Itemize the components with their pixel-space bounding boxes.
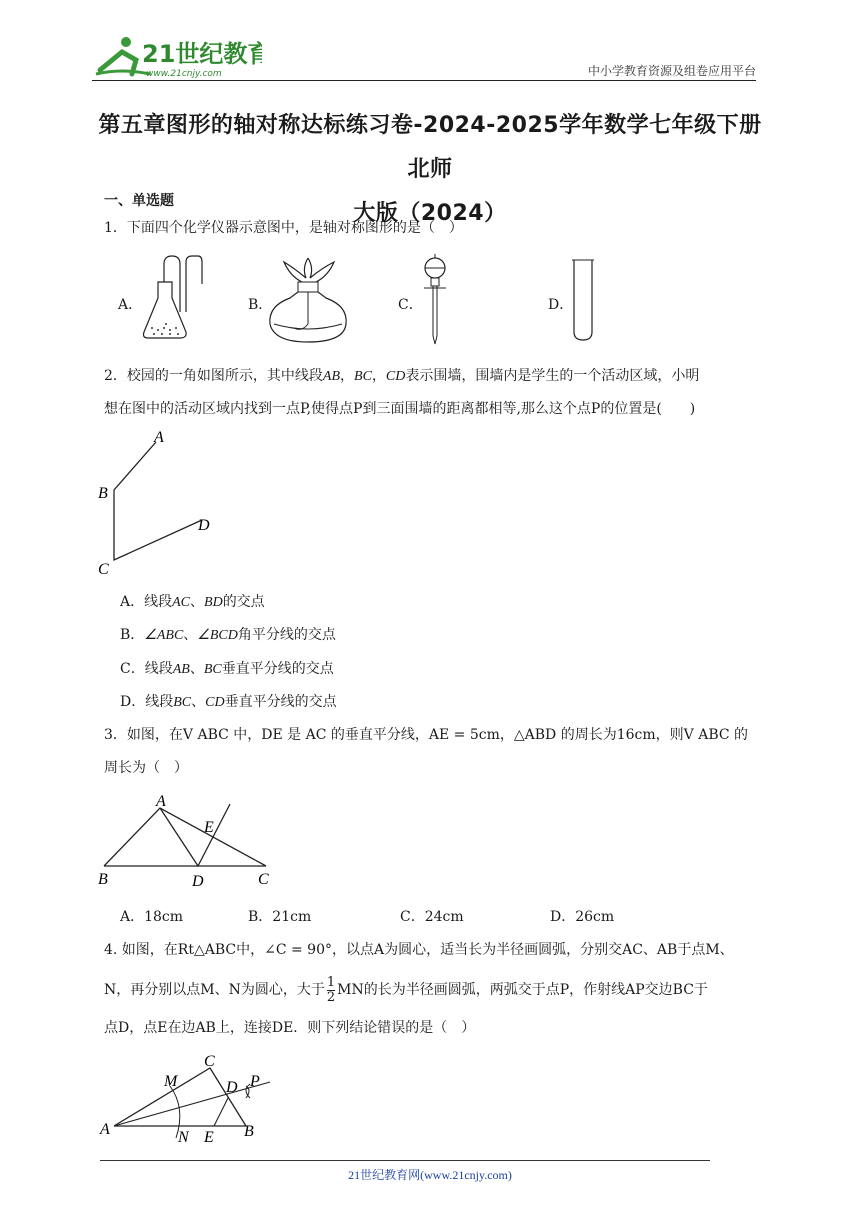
q2-d-label: D．线段 [120, 694, 174, 710]
logo-url: www.21cnjy.com [146, 69, 222, 79]
q2-a-m1: AC [172, 595, 191, 610]
flask-figure [140, 254, 210, 344]
q3-option-c: C．24cm [400, 909, 464, 925]
q2-option-b [120, 624, 336, 644]
q4-point-c: C [204, 1053, 215, 1070]
q4-text-b: MN的长为半径画圆弧，两弧交于点P，作射线AP交边BC于 [337, 982, 708, 998]
q2-c-m1: AB [172, 662, 190, 677]
test-tube-figure [570, 256, 596, 342]
q2-figure [94, 424, 234, 580]
footer-divider [100, 1160, 710, 1161]
q3-option-a: A．18cm [120, 909, 184, 925]
q2-point-d: D [198, 517, 210, 534]
q2-point-a: A [154, 429, 164, 446]
q3-option-d: D．26cm [550, 909, 615, 925]
q4-point-m: M [164, 1073, 178, 1090]
q2-sep-1: ， [340, 368, 355, 384]
q4-text-a: N，再分别以点M、N为圆心，大于 [104, 982, 325, 998]
q2-option-d [120, 691, 337, 711]
header-divider [92, 80, 756, 81]
question-3-line-1: 3．如图，在V ABC 中，DE 是 AC 的垂直平分线，AE = 5cm，△ABD 的周长为16cm，则V ABC 的 [104, 727, 749, 743]
q3-point-a: A [156, 793, 166, 810]
logo-graphic [92, 30, 262, 82]
q2-a-m2: BD [204, 595, 223, 610]
q2-option-c [120, 658, 334, 678]
fraction-numerator: 1 [326, 974, 336, 990]
q3-point-e: E [204, 819, 214, 836]
q2-d-m2: CD [205, 695, 225, 710]
q2-c-sep: 、 [189, 661, 204, 677]
q2-text-a: 2．校园的一角如图所示，其中线段 [104, 368, 323, 384]
q2-option-a [120, 591, 265, 611]
question-3-line-2: 周长为（ ） [104, 760, 188, 776]
q2-a-tail: 的交点 [222, 594, 265, 610]
question-4-line-2 [104, 972, 764, 1008]
q2-b-tail: 角平分线的交点 [237, 627, 336, 643]
footer-link[interactable]: 21世纪教育网(www.21cnjy.com) [348, 1168, 512, 1182]
question-1-text: 1．下面四个化学仪器示意图中，是轴对称图形的是（ ） [104, 220, 463, 236]
title-line-1: 第五章图形的轴对称达标练习卷-2024-2025学年数学七年级下册北师 [98, 113, 762, 182]
q2-d-sep: 、 [191, 694, 206, 710]
q2-a-label: A．线段 [120, 594, 173, 610]
q2-d-tail: 垂直平分线的交点 [224, 694, 337, 710]
q1-option-a-label: A． [118, 297, 143, 313]
q4-point-e: E [204, 1129, 214, 1146]
question-4-line-1: 4. 如图，在Rt△ABC中，∠C = 90°，以点A为圆心，适当长为半径画圆弧，分别交AC、AB于点M、 [104, 942, 734, 958]
q2-sep-2: ， [371, 368, 386, 384]
q4-point-b: B [244, 1123, 254, 1140]
q1-option-d-label: D． [548, 297, 574, 313]
q2-a-sep: 、 [190, 594, 205, 610]
q3-point-d: D [192, 873, 204, 890]
question-2-line-1 [104, 360, 764, 393]
platform-name: 中小学教育资源及组卷应用平台 [587, 64, 756, 78]
q4-point-d: D [226, 1079, 238, 1096]
site-logo [92, 30, 262, 82]
q3-point-b: B [98, 871, 108, 888]
title-line-2: 大版（2024） [353, 201, 507, 226]
fraction-half [327, 976, 335, 1005]
q3-option-b: B．21cm [248, 909, 312, 925]
q4-point-n: N [178, 1129, 189, 1146]
q2-text-b: 表示围墙，围墙内是学生的一个活动区域，小明 [405, 368, 700, 384]
q1-option-c-label: C． [398, 297, 423, 313]
section-heading: 一、单选题 [104, 193, 174, 209]
q2-seg-ab: AB [322, 369, 341, 384]
q4-point-a: A [100, 1121, 110, 1138]
question-4-line-3: 点D，点E在边AB上，连接DE．则下列结论错误的是（ ） [104, 1020, 476, 1036]
q2-point-c: C [98, 561, 109, 578]
q2-seg-cd: CD [385, 369, 406, 384]
q2-seg-bc: BC [354, 369, 372, 384]
q2-c-label: C．线段 [120, 661, 173, 677]
q2-c-tail: 垂直平分线的交点 [221, 661, 334, 677]
q2-b-m2: ∠BCD [197, 628, 238, 643]
q3-point-c: C [258, 871, 269, 888]
q2-c-m2: BC [203, 662, 222, 677]
logo-text: 21世纪教育 [142, 40, 262, 68]
q3-figure [94, 790, 284, 890]
q4-figure [94, 1050, 284, 1150]
q2-b-label: B． [120, 627, 145, 643]
question-2-line-2: 想在图中的活动区域内找到一点P,使得点P到三面围墙的距离都相等,那么这个点P的位置是( ) [104, 401, 696, 417]
q2-d-m1: BC [173, 695, 192, 710]
q2-point-b: B [98, 485, 108, 502]
lamp-figure [264, 254, 354, 346]
dropper-figure [420, 252, 450, 348]
q1-option-b-label: B． [248, 297, 273, 313]
fraction-denominator: 2 [326, 989, 336, 1005]
q2-b-sep: 、 [183, 627, 198, 643]
q4-point-p: P [250, 1073, 260, 1090]
q2-b-m1: ∠ABC [144, 628, 184, 643]
